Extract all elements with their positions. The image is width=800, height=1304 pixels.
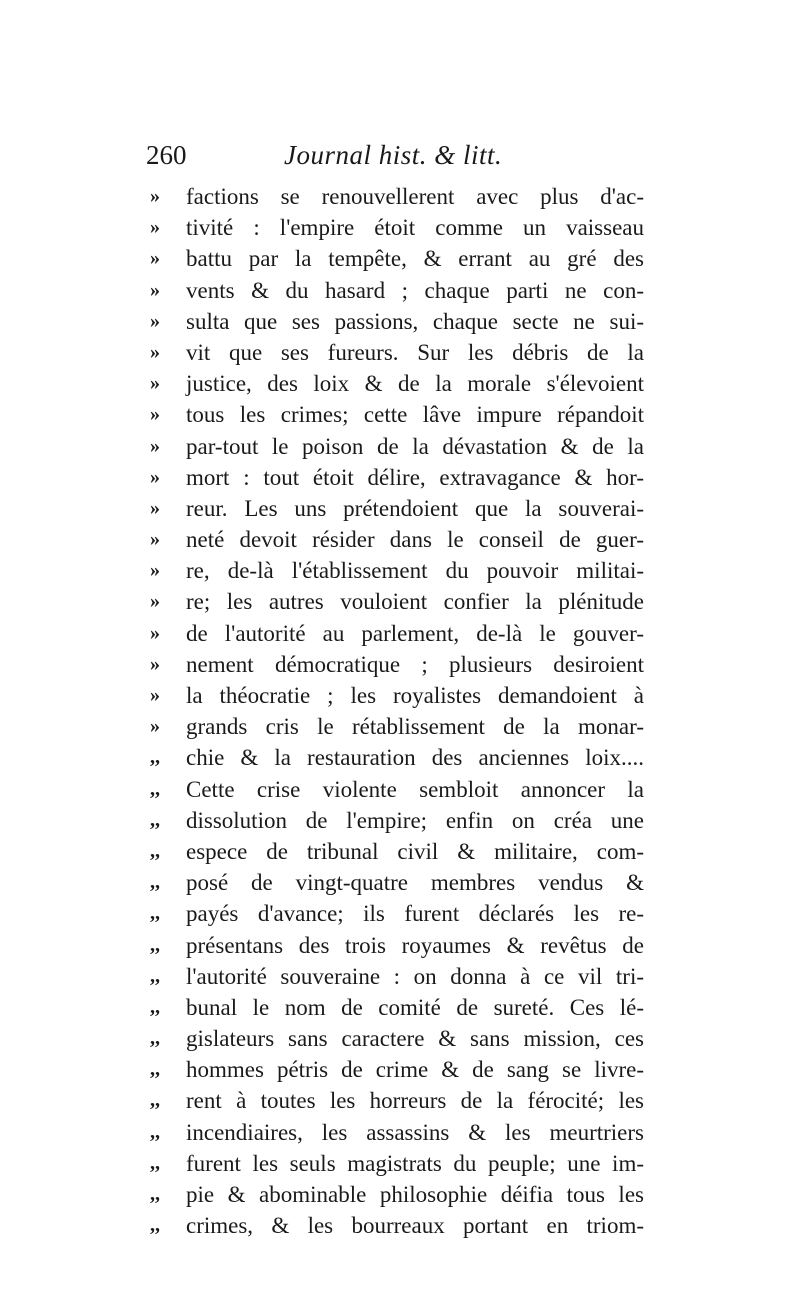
quotation-mark: » [150, 278, 160, 301]
quotation-mark: ,, [150, 964, 160, 987]
line-text: furent les seuls magistrats du peuple; une im- [186, 1150, 644, 1176]
line-text: re; les autres vouloient confier la plénitude [186, 589, 644, 615]
text-line [150, 212, 650, 243]
quotation-mark: » [150, 465, 160, 488]
quotation-mark: ,, [150, 1183, 160, 1205]
line-text: reur. Les uns prétendoient que la souverai- [186, 495, 644, 521]
line-text: incendiaires, les assassins & les meurtriers [186, 1119, 644, 1145]
quotation-mark: ,, [150, 1027, 160, 1050]
quotation-mark: ,, [150, 1058, 160, 1081]
line-text: hommes pétris de crime & de sang se livre- [186, 1057, 644, 1083]
quotation-mark: » [150, 528, 160, 551]
quotation-mark: ,, [150, 902, 160, 925]
text-line [150, 337, 650, 368]
text-line [150, 961, 650, 992]
quotation-mark: ,, [150, 1151, 160, 1174]
text-line [150, 805, 650, 836]
quotation-mark: » [150, 559, 160, 582]
quotation-mark: » [150, 621, 160, 644]
quotation-mark: ,, [150, 1089, 160, 1112]
line-text: vents & du hasard ; chaque parti ne con- [186, 277, 644, 303]
line-text: tivité : l'empire étoit comme un vaisseau [186, 215, 644, 241]
line-text: posé de vingt-quatre membres vendus & [186, 870, 644, 896]
quotation-mark: » [150, 403, 160, 426]
text-line [150, 1117, 650, 1148]
line-text: gislateurs sans caractere & sans mission, ces [186, 1026, 644, 1052]
text-line [150, 1023, 650, 1054]
text-line [150, 306, 650, 337]
text-line [150, 275, 650, 306]
line-text: factions se renouvellerent avec plus d'ac- [186, 184, 644, 209]
line-text: justice, des loix & de la morale s'élevoient [186, 371, 644, 397]
quotation-mark: ,, [150, 746, 160, 769]
text-line [150, 431, 650, 462]
line-text: mort : tout étoit délire, extravagance & hor- [186, 464, 644, 490]
quotation-mark: ,, [150, 839, 160, 862]
text-line [150, 586, 650, 617]
line-text: nement démocratique ; plusieurs desiroient [186, 651, 644, 677]
text-line [150, 930, 650, 961]
text-line [150, 1148, 650, 1179]
text-line [150, 243, 650, 274]
line-text: pie & abominable philosophie déifia tous les [186, 1182, 644, 1207]
quotation-mark: » [150, 684, 160, 706]
line-text: crimes, & les bourreaux portant en triom- [186, 1213, 644, 1239]
line-text: présentans des trois royaumes & revêtus de [186, 932, 644, 958]
text-line [150, 493, 650, 524]
quotation-mark: ,, [150, 777, 160, 800]
text-line [150, 462, 650, 493]
quotation-mark: » [150, 434, 160, 457]
quotation-mark: » [150, 372, 160, 395]
quotation-mark: ,, [150, 871, 160, 894]
quotation-mark: ,, [150, 995, 160, 1018]
text-line [150, 711, 650, 742]
text-line [150, 992, 650, 1023]
text-line [150, 524, 650, 555]
quotation-mark: » [150, 340, 160, 363]
quotation-mark: ,, [150, 808, 160, 831]
text-line [150, 618, 650, 649]
line-text: battu par la tempête, & errant au gré des [186, 246, 644, 272]
line-text: de l'autorité au parlement, de-là le gouver- [186, 620, 644, 646]
text-line [150, 181, 650, 212]
text-line [150, 1179, 650, 1210]
text-line [150, 649, 650, 680]
line-text: espece de tribunal civil & militaire, com- [186, 838, 644, 864]
line-text: l'autorité souveraine : on donna à ce vil tri- [186, 963, 644, 989]
quotation-mark: » [150, 496, 160, 519]
line-text: la théocratie ; les royalistes demandoient à [186, 683, 644, 708]
line-text: dissolution de l'empire; enfin on créa une [186, 807, 644, 833]
text-line [150, 399, 650, 430]
line-text: neté devoit résider dans le conseil de guer- [186, 527, 644, 553]
text-line [150, 774, 650, 805]
line-text: grands cris le rétablissement de la monar- [186, 714, 644, 740]
text-line [150, 742, 650, 773]
quotation-mark: » [150, 715, 160, 738]
quotation-mark: » [150, 247, 160, 270]
line-text: Cette crise violente sembloit annoncer la [186, 776, 644, 802]
page-header [146, 140, 646, 180]
page-number: 260 [146, 140, 187, 170]
text-line [150, 1210, 650, 1241]
quotation-mark: » [150, 590, 160, 613]
text-line [150, 898, 650, 929]
line-text: bunal le nom de comité de sureté. Ces lé- [186, 994, 644, 1020]
body-text [150, 181, 650, 1241]
quotation-mark: ,, [150, 1214, 160, 1237]
quotation-mark: ,, [150, 1120, 160, 1143]
text-line [150, 836, 650, 867]
text-line [150, 680, 650, 711]
quotation-mark: » [150, 652, 160, 675]
text-line [150, 368, 650, 399]
text-line [150, 555, 650, 586]
text-line [150, 1054, 650, 1085]
line-text: re, de-là l'établissement du pouvoir militai- [186, 558, 644, 584]
line-text: rent à toutes les horreurs de la férocité; les [186, 1088, 644, 1114]
quotation-mark: » [150, 216, 160, 239]
text-line [150, 1085, 650, 1116]
quotation-mark: » [150, 185, 160, 207]
text-line [150, 867, 650, 898]
quotation-mark: » [150, 309, 160, 332]
quotation-mark: ,, [150, 933, 160, 956]
line-text: vit que ses fureurs. Sur les débris de la [186, 339, 644, 365]
running-title: Journal hist. & litt. [284, 140, 503, 170]
line-text: par-tout le poison de la dévastation & de la [186, 433, 644, 459]
line-text: payés d'avance; ils furent déclarés les re- [186, 901, 644, 927]
line-text: tous les crimes; cette lâve impure répandoit [186, 402, 644, 428]
line-text: sulta que ses passions, chaque secte ne sui- [186, 308, 644, 334]
line-text: chie & la restauration des anciennes loix.... [186, 745, 644, 771]
